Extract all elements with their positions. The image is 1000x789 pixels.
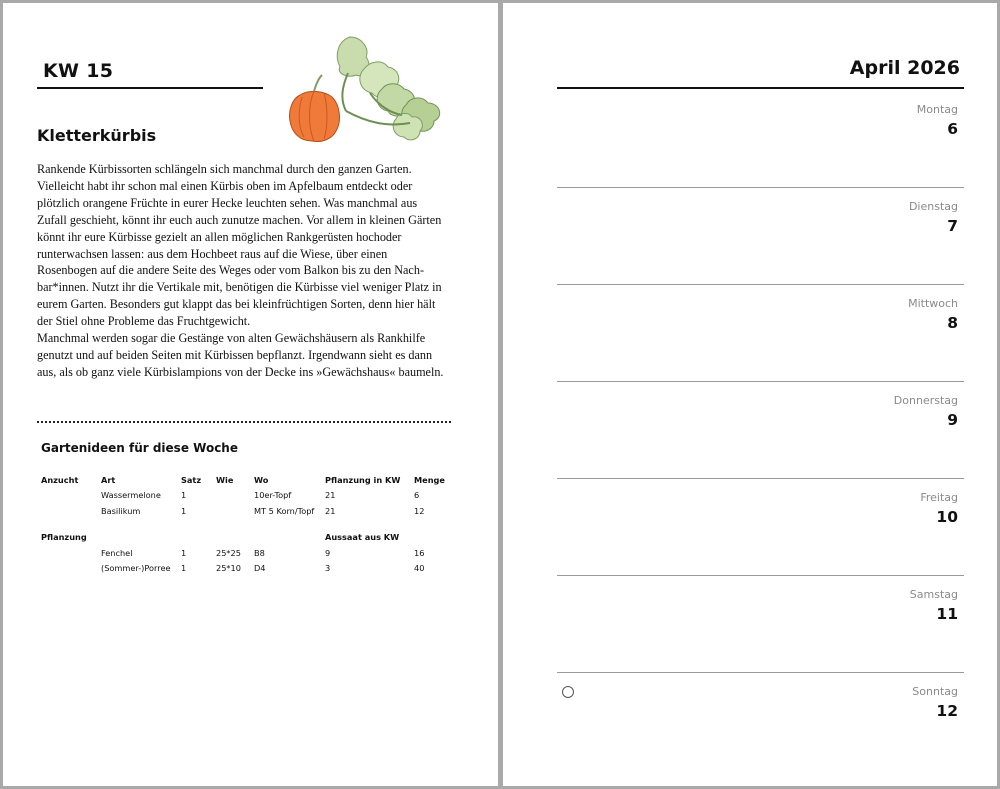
table-cell: [36, 503, 96, 519]
moon-phase-icon: [562, 686, 574, 698]
table-row: [36, 503, 449, 519]
table-header-cell: [176, 530, 211, 546]
col-wie: Wie: [216, 474, 234, 485]
table-header-cell: [211, 530, 249, 546]
day-name: Donnerstag: [893, 394, 958, 407]
col-aussaat-kw: Aussaat aus KW: [325, 532, 400, 543]
garden-ideas-title: Gartenideen für diese Woche: [41, 441, 238, 455]
table-cell: Fenchel: [101, 547, 133, 558]
table-cell: 16: [414, 547, 425, 558]
table-cell: 1: [181, 547, 187, 558]
day-name: Sonntag: [912, 685, 958, 698]
left-page: [3, 3, 498, 786]
table-cell: 12: [414, 505, 425, 516]
table-cell: 25*10: [216, 563, 241, 574]
table-cell: [211, 488, 249, 504]
month-label: April 2026: [849, 57, 960, 79]
pumpkin-illustration: [278, 27, 458, 152]
article-paragraph-1: Rankende Kürbissorten schlängeln sich manchmal durch den ganzen Garten. Vielleicht habt ihr schon mal einen Kürbis oben im Apfelbaum entdeckt oder plötzlich orangene Früchte in eurer Hecke leuchten sehen. Was manchmal aus Zufall geschieht, könnt ihr euch auch zunutze machen. Vor allem in kleinen Gärten könnt ihr eure Kürbisse gezielt an allen möglichen Rankgerüsten hochoder runterwachsen lassen: aus dem Hochbeet raus auf die Wiese, über einen Rosenbogen auf die andere Seite des Weges oder vom Balkon bis zu den Nachbar*innen. Nutzt ihr die Vertikale mit, benötigen die Kürbisse viel weniger Platz in eurem Garten. Besonders gut klappt das bei kleinfrüchtigen Sorten, denn hier hält der Stiel ohne Probleme das Fruchtgewicht.: [37, 162, 442, 329]
table-cell: 21: [325, 505, 336, 516]
table-cell: 3: [325, 563, 331, 574]
table-cell: [36, 488, 96, 504]
day-name: Montag: [916, 103, 958, 116]
table-header-cell: [96, 530, 176, 546]
table-cell: Wassermelone: [101, 490, 161, 501]
day-name: Freitag: [920, 491, 958, 504]
table-header-pflanzung: [36, 530, 449, 546]
day-wednesday[interactable]: [557, 285, 964, 382]
day-friday[interactable]: [557, 479, 964, 576]
month-rule: [557, 87, 964, 89]
day-date: 12: [936, 702, 958, 720]
col-anzucht: Anzucht: [41, 474, 79, 485]
table-cell: 1: [181, 563, 187, 574]
table-cell: 10er-Topf: [254, 490, 292, 501]
day-thursday[interactable]: [557, 382, 964, 479]
table-cell: D4: [254, 563, 266, 574]
col-menge: Menge: [414, 474, 445, 485]
day-date: 10: [936, 508, 958, 526]
table-header-anzucht: [36, 472, 449, 488]
day-date: 7: [947, 217, 958, 235]
table-cell: B8: [254, 547, 265, 558]
col-pflanzung: Pflanzung: [41, 532, 87, 543]
day-date: 6: [947, 120, 958, 138]
col-satz: Satz: [181, 474, 202, 485]
table-cell: [36, 545, 96, 561]
table-cell: MT 5 Korn/Topf: [254, 505, 315, 516]
table-cell: 9: [325, 547, 331, 558]
table-cell: Basilikum: [101, 505, 141, 516]
table-spacer: [36, 519, 449, 530]
garden-ideas-table: [36, 472, 449, 576]
day-sunday[interactable]: [557, 673, 964, 770]
day-date: 8: [947, 314, 958, 332]
table-row: [36, 488, 449, 504]
right-page: [503, 3, 997, 786]
day-name: Dienstag: [908, 200, 958, 213]
week-label: KW 15: [43, 60, 114, 82]
day-date: 11: [936, 605, 958, 623]
table-cell: 1: [181, 490, 187, 501]
table-cell: 6: [414, 490, 420, 501]
table-cell: 1: [181, 505, 187, 516]
dotted-divider: [37, 421, 451, 423]
table-cell: 40: [414, 563, 425, 574]
day-name: Samstag: [909, 588, 958, 601]
table-cell: 25*25: [216, 547, 241, 558]
table-row: [36, 561, 449, 577]
table-header-cell: [249, 530, 320, 546]
table-row: [36, 545, 449, 561]
day-name: Mittwoch: [908, 297, 958, 310]
table-cell: [36, 561, 96, 577]
table-cell: [211, 503, 249, 519]
article-body: [37, 161, 449, 381]
day-saturday[interactable]: [557, 576, 964, 673]
table-header-cell: [409, 530, 449, 546]
col-art: Art: [101, 474, 116, 485]
col-wo: Wo: [254, 474, 269, 485]
day-date: 9: [947, 411, 958, 429]
col-pflanzung-kw: Pflanzung in KW: [325, 474, 401, 485]
table-cell: (Sommer-)Porree: [101, 563, 171, 574]
day-tuesday[interactable]: [557, 188, 964, 285]
week-rule: [37, 87, 263, 89]
day-monday[interactable]: [557, 91, 964, 188]
article-title: Kletterkürbis: [37, 126, 157, 145]
article-paragraph-2: Manchmal werden sogar die Gestänge von alten Gewächshäusern als Rankhilfe genutzt und auf beiden Seiten mit Kürbissen bepflanzt. Irgendwann sieht es dann aus, als ob ganz viele Kürbislampions von der Decke ins »Gewächshaus« baumeln.: [37, 331, 444, 379]
table-cell: 21: [325, 490, 336, 501]
